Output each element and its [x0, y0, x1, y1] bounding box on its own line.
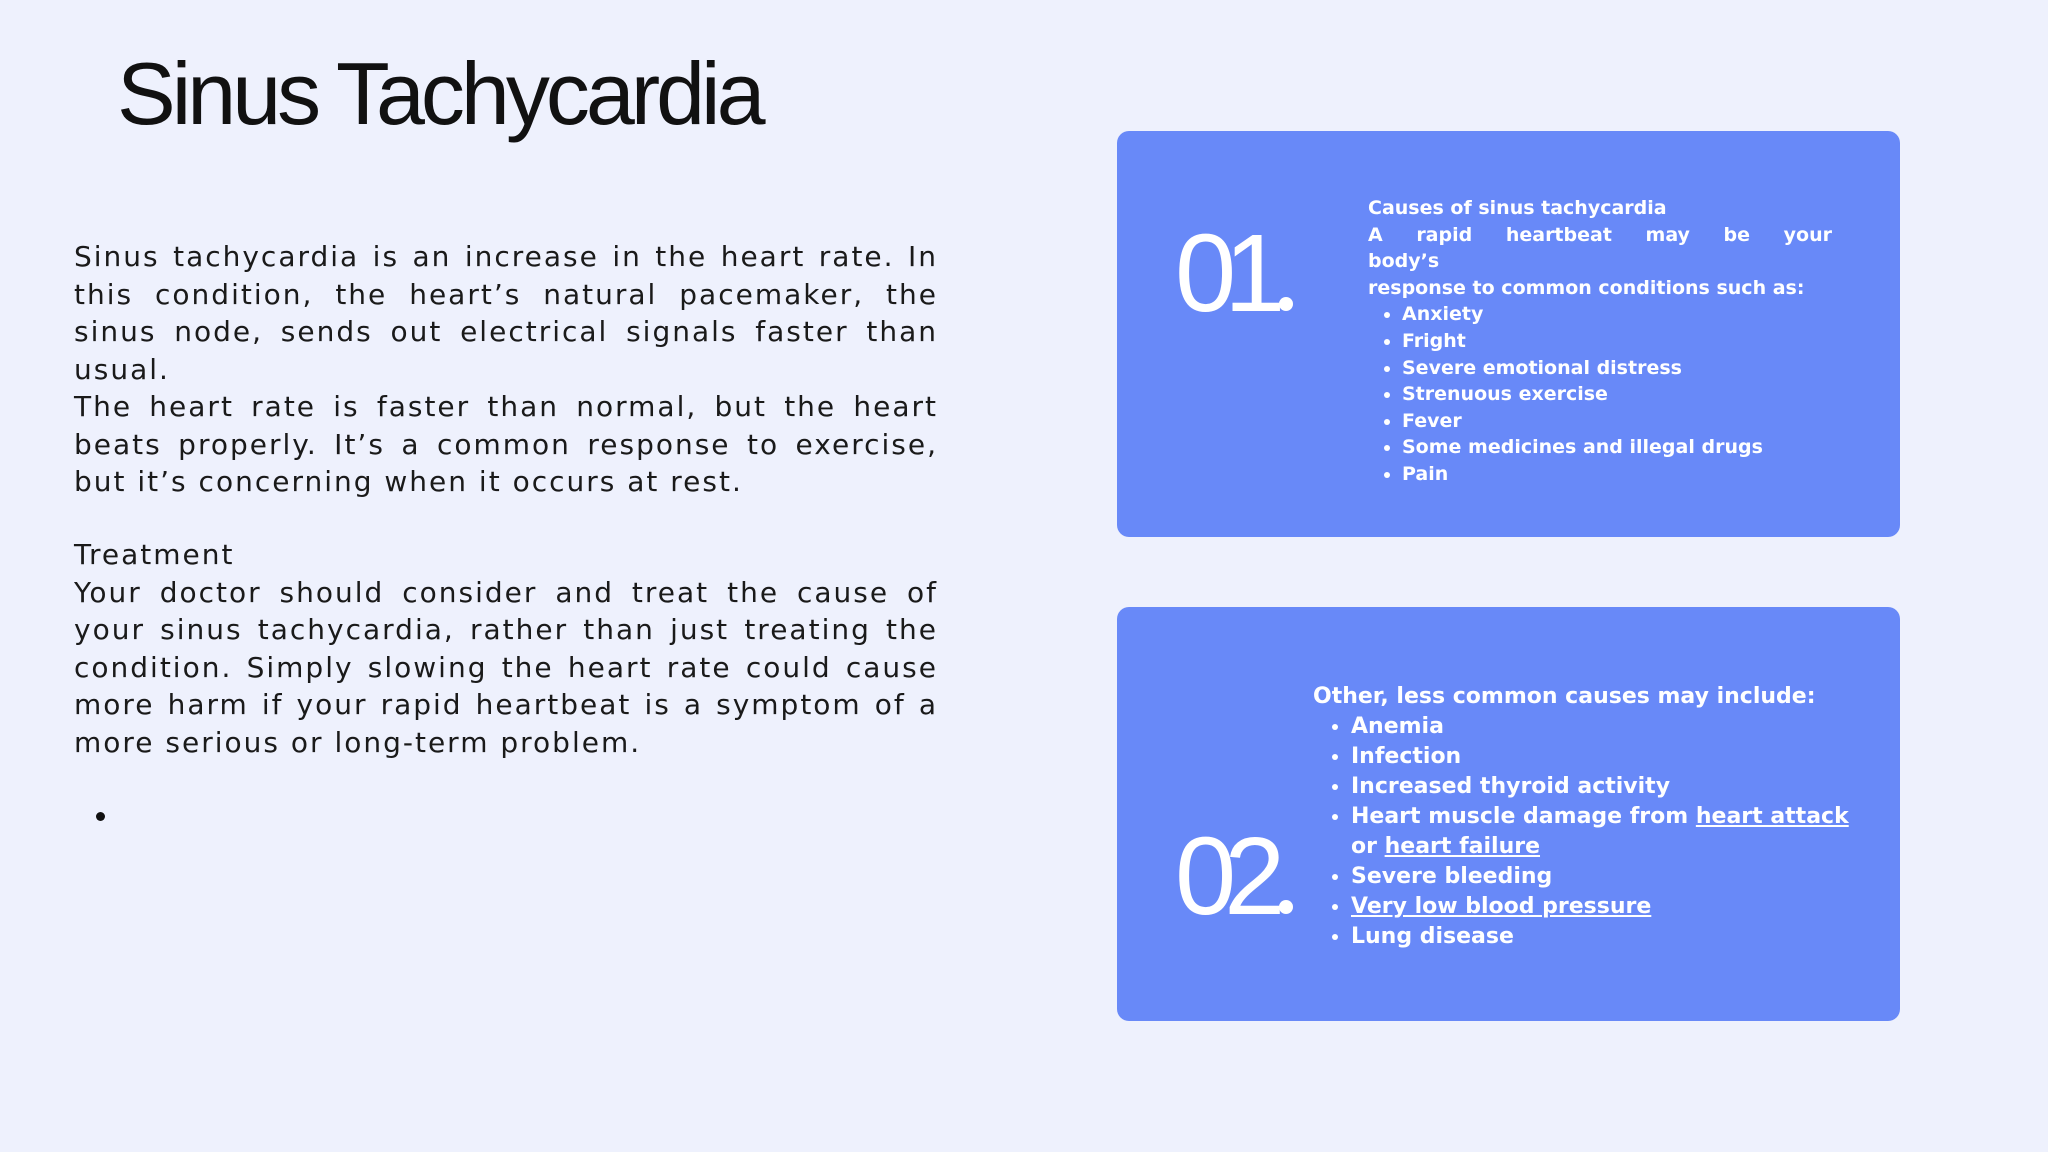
- intro-section: [74, 238, 938, 501]
- list-item: • Infection: [1351, 742, 1853, 772]
- other-causes-list: [1313, 712, 1853, 952]
- intro-paragraph-2: The heart rate is faster than normal, but the heart beats properly. It’s a common response to exercise, but it’s concerning when it occurs at rest.: [74, 390, 938, 498]
- list-item: • Heart muscle damage from heart attack or heart failure: [1351, 802, 1853, 862]
- treatment-paragraph: Your doctor should consider and treat the cause of your sinus tachycardia, rather than just treating the condition. Simply slowing the heart rate could cause more harm if your rapid heartbeat is a symptom of a more serious or long-term problem.: [74, 575, 938, 759]
- card-number: 02: [1175, 822, 1293, 932]
- other-causes-card: [1117, 607, 1900, 1021]
- card-number: 01: [1175, 219, 1293, 329]
- intro-paragraph-1: Sinus tachycardia is an increase in the heart rate. In this condition, the heart’s natural pacemaker, the sinus node, sends out electrical signals faster than usual.: [74, 240, 938, 386]
- causes-lead: A rapid heartbeat may be your body’s: [1368, 223, 1832, 273]
- list-item: • Severe emotional distress: [1402, 355, 1832, 382]
- causes-lead-2: response to common conditions such as:: [1368, 276, 1805, 299]
- heart-attack-link[interactable]: heart attack: [1695, 804, 1849, 829]
- other-causes-heading: Other, less common causes may include:: [1313, 684, 1816, 709]
- list-item: • Pain: [1402, 461, 1832, 488]
- page-title: Sinus Tachycardia: [117, 44, 762, 143]
- causes-content: [1368, 195, 1832, 488]
- heart-failure-link[interactable]: heart failure: [1384, 834, 1541, 859]
- low-blood-pressure-link[interactable]: Very low blood pressure: [1351, 894, 1652, 919]
- other-causes-content: [1313, 682, 1853, 952]
- empty-bullet: [96, 812, 105, 821]
- list-item: • Fright: [1402, 328, 1832, 355]
- list-item: • Some medicines and illegal drugs: [1402, 434, 1832, 461]
- list-item: • Strenuous exercise: [1402, 381, 1832, 408]
- list-item: • Increased thyroid activity: [1351, 772, 1853, 802]
- list-item: [1351, 892, 1853, 922]
- list-item: • Fever: [1402, 408, 1832, 435]
- list-item: • Anemia: [1351, 712, 1853, 742]
- treatment-section: [74, 536, 938, 761]
- list-item: • Severe bleeding: [1351, 862, 1853, 892]
- treatment-heading: Treatment: [74, 538, 235, 571]
- causes-list: [1368, 301, 1832, 487]
- list-item: • Anxiety: [1402, 301, 1832, 328]
- list-item: • Lung disease: [1351, 922, 1853, 952]
- causes-heading: Causes of sinus tachycardia: [1368, 197, 1667, 219]
- causes-card: [1117, 131, 1900, 537]
